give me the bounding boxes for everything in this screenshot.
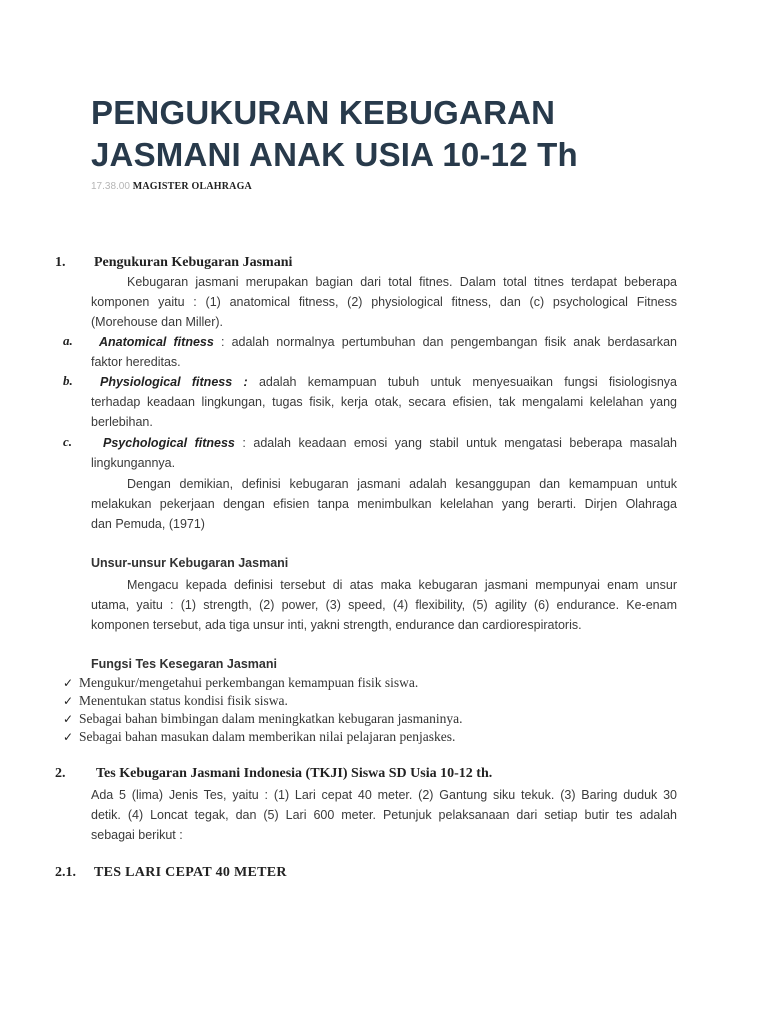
- fungsi-item: ✓ Menentukan status kondisi fisik siswa.: [63, 693, 288, 708]
- post-author[interactable]: MAGISTER OLAHRAGA: [132, 181, 252, 192]
- section-2-1-heading: TES LARI CEPAT 40 METER: [94, 865, 287, 880]
- item-c: Psychological fitness : adalah keadaan emosi yang stabil untuk mengatasi beberapa masalah lingkungannya.: [91, 436, 677, 470]
- post-meta: [91, 181, 252, 192]
- check-icon: ✓: [63, 712, 74, 726]
- fungsi-item: ✓ Mengukur/mengetahui perkembangan kemampuan fisik siswa.: [63, 675, 419, 690]
- section-2-number: 2.: [55, 766, 66, 781]
- section-1-number: 1.: [55, 255, 66, 270]
- item-b: Physiological fitness : adalah kemampuan tubuh untuk menyesuaikan fungsi fisiologisnya terhadap keadaan lingkungan, tugas fisik, kerja otak, secara efisien, tak mengalami kelelahan yang berlebihan.: [91, 375, 677, 429]
- check-icon: ✓: [63, 730, 74, 744]
- post-time[interactable]: 17.38.00: [91, 181, 130, 192]
- check-icon: ✓: [63, 694, 74, 708]
- item-c-term: Psychological fitness: [103, 436, 235, 450]
- fungsi-heading: Fungsi Tes Kesegaran Jasmani: [91, 657, 277, 671]
- fungsi-item: ✓ Sebagai bahan bimbingan dalam meningkatkan kebugaran jasmaninya.: [63, 711, 463, 726]
- item-a: Anatomical fitness : adalah normalnya pertumbuhan dan pengembangan fisik anak berdasarkan faktor hereditas.: [91, 335, 677, 369]
- unsur-paragraph: Mengacu kepada definisi tersebut di atas maka kebugaran jasmani mempunyai enam unsur utama, yaitu : (1) strength, (2) power, (3) speed, (4) flexibility, (5) agility (6) endurance. Ke-enam komponen tersebut, ada tiga unsur inti, yakni strength, endurance dan cardiorespiratoris.: [91, 578, 677, 632]
- definition-paragraph: Dengan demikian, definisi kebugaran jasmani adalah kesanggupan dan kemampuan untuk melakukan pekerjaan dengan efisien tanpa menimbulkan kelelahan yang berarti. Dirjen Olahraga dan Pemuda, (1971): [91, 477, 677, 531]
- fungsi-item: ✓ Sebagai bahan masukan dalam memberikan nilai pelajaran penjaskes.: [63, 729, 456, 744]
- item-c-letter: c.: [63, 434, 73, 449]
- section-1-heading: Pengukuran Kebugaran Jasmani: [94, 255, 293, 270]
- item-b-term: Physiological fitness :: [100, 375, 248, 389]
- item-a-letter: a.: [63, 333, 73, 348]
- section-2-paragraph: Ada 5 (lima) Jenis Tes, yaitu : (1) Lari cepat 40 meter. (2) Gantung siku tekuk. (3) Baring duduk 30 detik. (4) Loncat tegak, dan (5) Lari 600 meter. Petunjuk pelaksanaan dari setiap butir tes adalah sebagai berikut :: [91, 788, 677, 842]
- section-1-intro: Kebugaran jasmani merupakan bagian dari total fitnes. Dalam total titnes terdapat beberapa komponen yaitu : (1) anatomical fitness, (2) physiological fitness, dan (c) psychological Fitness (Morehouse dan Miller).: [91, 275, 677, 329]
- section-2-1-number: 2.1.: [55, 865, 76, 880]
- fungsi-list: [63, 674, 463, 746]
- check-icon: ✓: [63, 676, 74, 690]
- unsur-heading: Unsur-unsur Kebugaran Jasmani: [91, 556, 289, 570]
- item-a-term: Anatomical fitness: [99, 335, 214, 349]
- section-2-heading: Tes Kebugaran Jasmani Indonesia (TKJI) Siswa SD Usia 10-12 th.: [96, 766, 493, 781]
- item-b-letter: b.: [63, 373, 73, 388]
- page-title: PENGUKURAN KEBUGARAN JASMANI ANAK USIA 10-12 Th: [91, 94, 578, 173]
